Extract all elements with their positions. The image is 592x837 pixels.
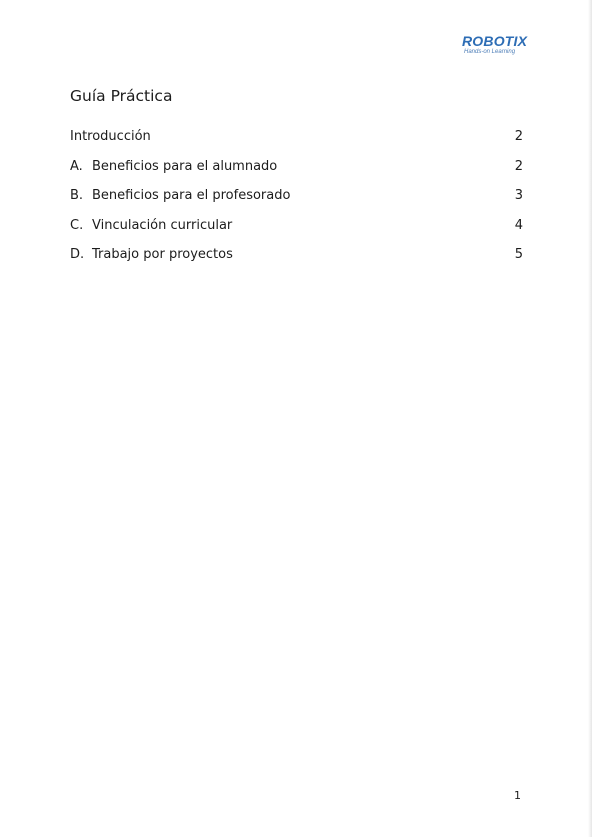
toc-entry-letter: D. (70, 247, 85, 262)
toc-entry-letter: A. (70, 158, 83, 174)
toc-entry-vinculacion-curricular[interactable] (70, 217, 523, 247)
table-of-contents (70, 128, 523, 276)
toc-entry-introduccion[interactable] (70, 128, 523, 158)
toc-entry-beneficios-alumnado[interactable] (70, 158, 523, 188)
logo-name: ROBOTIX (462, 33, 528, 49)
toc-entry-letter: C. (70, 217, 84, 233)
toc-entry-trabajo-proyectos[interactable] (70, 246, 523, 276)
toc-entry-page: 4 (514, 217, 523, 233)
robotix-logo (462, 33, 528, 56)
toc-entry-title: Introducción (70, 129, 151, 144)
toc-entry-page: 5 (514, 247, 523, 262)
toc-entry-beneficios-profesorado[interactable] (70, 187, 523, 217)
toc-entry-page: 3 (514, 188, 523, 203)
document-title: Guía Práctica (70, 87, 173, 105)
toc-entry-page: 2 (514, 158, 523, 174)
toc-entry-title: Trabajo por proyectos (92, 247, 233, 262)
toc-entry-letter: B. (70, 188, 84, 203)
toc-entry-title: Beneficios para el profesorado (92, 188, 291, 203)
page-number: 1 (514, 789, 521, 802)
toc-entry-page: 2 (514, 129, 523, 144)
page-edge (588, 0, 592, 837)
logo-tagline: Hands-on Learning (464, 49, 516, 55)
toc-entry-title: Vinculación curricular (92, 217, 233, 233)
toc-entry-title: Beneficios para el alumnado (92, 158, 278, 174)
